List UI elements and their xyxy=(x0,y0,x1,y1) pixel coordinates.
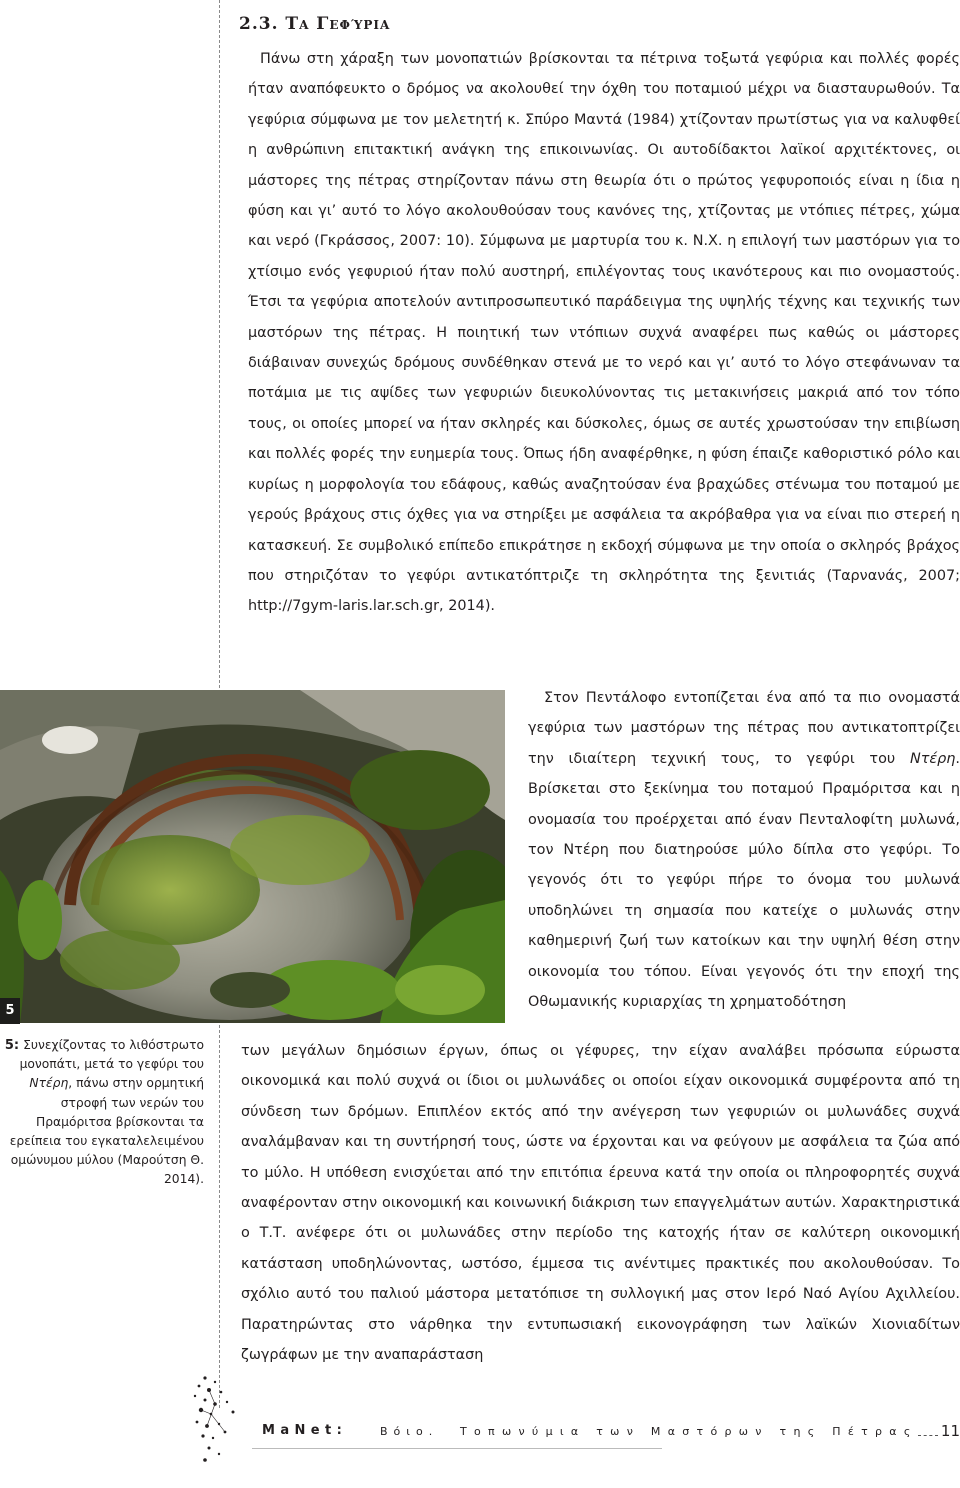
footer-brand: MaNet: xyxy=(262,1423,348,1438)
paragraph-3: των μεγάλων δημόσιων έργων, όπως οι γέφυρες, την είχαν αναλάβει πρόσωπα εύρωστα οικονομικά και πολύ συχνά οι ίδιοι οι μυλωνάδες οι οποίοι είχαν οικονομικά συμφέροντα από τη σύνδεση των δρόμων. Επιπλέον εκτός από την ανέγερση των γεφυριών οι μυλωνάδες συχνά αναλάμβαναν και τη συντήρησή τους, ώστε να έρχονται και να φεύγουν με ασφάλεια τα ζώα από το μύλο. Η υπόθεση ενισχύεται από την επιτόπια έρευνα κατά την οποία οι πληροφορητές συχνά αναφέρονταν στην οικονομική και κοινωνική διάκριση των επαγγελμάτων αυτών. Χαρακτηριστικά ο Τ.Τ. ανέφερε ότι οι μυλωνάδες στην περίοδο της κατοχής ήταν σε καλύτερη οικονομική κατάσταση υποδηλώνοντας, ωστόσο, έμμεσα τις ανέντιμες πρακτικές που ακολουθούσαν. Το σχόλιο αυτό του παλιού μάστορα μετατόπισε τη συλλογική μας στον Ιερό Ναό Αγίου Αχιλλείου. Παρατηρώντας στο νάρθηκα την εντυπωσιακή εικονογράφηση των λαϊκών Χιονιαδίτων ζωγράφων με την αναπαράσταση xyxy=(241,1043,960,1364)
paragraph-2 xyxy=(528,683,960,1017)
caption-text-a: Συνεχίζοντας το λιθόστρωτο μονοπάτι, μετά το γεφύρι του xyxy=(19,1038,204,1072)
section-heading xyxy=(239,14,390,34)
paragraph-2-text-a: Στον Πεντάλοφο εντοπίζεται ένα από τα πιο ονομαστά γεφύρια των μαστόρων της πέτρας που αντικατοπτρίζει την ιδιαίτερη τεχνική τους, το γεφύρι του xyxy=(528,690,960,767)
paragraph-2-emphasis: Ντέρη xyxy=(909,750,956,767)
figure-caption xyxy=(4,1036,204,1190)
paragraph-2-text-b: . Βρίσκεται στο ξεκίνημα του ποταμού Πραμόριτσα και η ονομασία του προέρχεται από έναν Πενταλοφίτη μυλωνά, τον Ντέρη που διατηρούσε μύλο δίπλα στο γεφύρι. Το γεγονός ότι το γεφύρι πήρε το όνομα του μυλωνά υποδηλώνει τη σημασία που κατείχε ο μυλωνάς στην καθημερινή ζωή των κατοίκων και την υψηλή θέση στην οικονομία του τόπου. Είναι γεγονός ότι την εποχή της Οθωμανικής κυριαρχίας τη χρηματοδότηση xyxy=(528,750,960,1011)
caption-text-b: , πάνω στην ορμητική στροφή των νερών του Πραμόριτσα βρίσκονται τα ερείπεια του εγκαταλελειμένου ομώνυμου μύλου (Μαρούτση Θ. 2014). xyxy=(9,1076,204,1187)
page-footer xyxy=(262,1423,960,1449)
caption-label: 5: xyxy=(4,1038,20,1053)
figure-number-badge: 5 xyxy=(0,998,20,1024)
page-number: 11 xyxy=(940,1422,960,1440)
decorative-dots-icon xyxy=(185,1372,255,1472)
footer-place: Βόιο. xyxy=(380,1425,439,1438)
section-title: Τα Γεφύρια xyxy=(285,14,391,34)
footer-underline xyxy=(252,1448,662,1449)
paragraph-1: Πάνω στη χάραξη των μονοπατιών βρίσκονται τα πέτρινα τοξωτά γεφύρια και πολλές φορές ήταν αναπόφευκτο ο δρόμος να ακολουθεί την όχθη του ποταμιού μέχρι να διασταυρωθούν. Τα γεφύρια σύμφωνα με τον μελετητή κ. Σπύρο Μαντά (1984) χτίζονταν πρωτίστως για να καλυφθεί η ανθρώπινη επιτακτική ανάγκη της επικοινωνίας. Οι αυτοδίδακτοι λαϊκοί αρχιτέκτονες, οι μάστορες της πέτρας στηρίζονταν πάνω στη θεωρία ότι ο πρώτος γεφυροποιός είναι η ίδια η φύση και γι’ αυτό το λόγο ακολουθούσαν τους κανόνες της, χτίζοντας με ντόπιες πέτρες, χώμα και νερό (Γκράσσος, 2007: 10). Σύμφωνα με μαρτυρία του κ. Ν.Χ. η επιλογή των μαστόρων για το χτίσιμο ενός γεφυριού ήταν πολύ αυστηρή, επιλέγοντας τους ικανότερους και πιο ονομαστούς. Έτσι τα γεφύρια αποτελούν αντιπροσωπευτικό παράδειγμα της υψηλής τέχνης και τεχνικής των μαστόρων της πέτρας. Η ποιητική των ντόπιων συχνά αναφέρει πως καθώς οι μάστορες διάβαιναν συνεχώς δρόμους συνδέθηκαν στενά με το νερό και γι’ αυτό το λόγο στεφάνωναν τα ποτάμια με τις αψίδες των γεφυριών διευκολύνοντας τις μετακινήσεις μακριά από τον τόπο τους, οι οποίες μπορεί να ήταν σκληρές και δύσκολες, όμως σε αυτές χρωστούσαν την επιβίωση και πολλές φορές την ευημερία τους. Όπως ήδη αναφέρθηκε, η φύση έπαιζε καθοριστικό ρόλο και κυρίως η μορφολογία του εδάφους, καθώς αναζητούσαν ένα βραχώδες στένωμα του ποταμού με γερούς βράχους στις όχθες για να στηρίξει με ασφάλεια τα ακρόβαθρα για να είναι πιο στερεή η κατασκευή. Σε συμβολικό επίπεδο επικράτησε η εκδοχή σύμφωνα με την οποία ο σκληρός βράχος που στηριζόταν το γεφύρι αντικατόπτριζε τη σκληρότητα της ξενιτιάς (Ταρνανάς, 2007; http://7gym-laris.lar.sch.gr, 2014). xyxy=(248,51,960,615)
mill-ruins-illustration xyxy=(0,690,505,1023)
caption-emphasis: Ντέρη xyxy=(29,1076,69,1091)
mill-ruins-photo xyxy=(0,690,505,1023)
footer-rule xyxy=(918,1435,938,1436)
footer-title: Τοπωνύμια των Μαστόρων της Πέτρας xyxy=(460,1425,918,1438)
section-number: 2.3. xyxy=(239,14,279,34)
